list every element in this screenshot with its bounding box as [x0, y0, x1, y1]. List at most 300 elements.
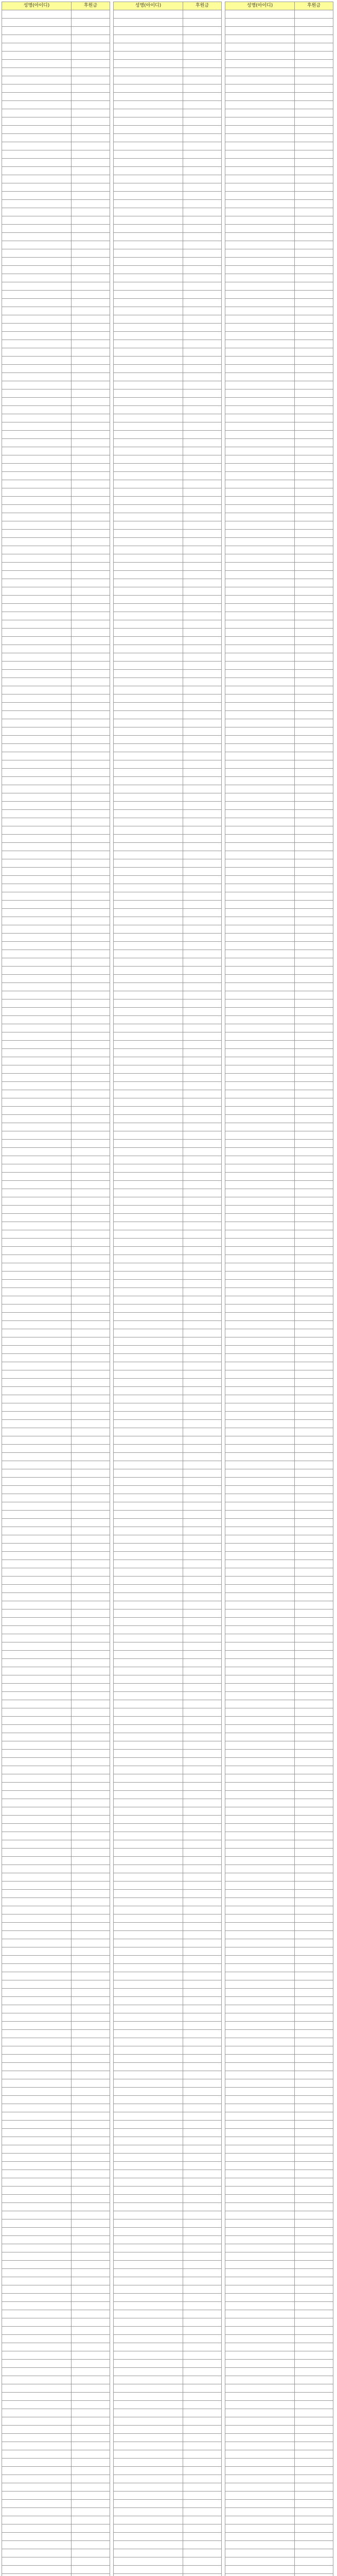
table-row — [225, 1024, 333, 1032]
table-row — [2, 150, 110, 159]
table-row — [114, 727, 222, 736]
donor-name-cell — [225, 999, 295, 1008]
table-row — [114, 1634, 222, 1642]
donor-name-cell — [114, 727, 183, 736]
donor-name-cell — [2, 1849, 72, 1857]
donation-amount-cell — [183, 1057, 222, 1065]
donation-amount-cell — [183, 1964, 222, 1972]
donation-amount-cell — [72, 785, 110, 793]
donation-amount-cell — [72, 1090, 110, 1098]
donor-name-cell — [114, 975, 183, 983]
donor-name-cell — [2, 546, 72, 554]
donor-name-cell — [2, 1107, 72, 1115]
table-row — [2, 719, 110, 727]
table-row — [2, 2170, 110, 2178]
table-row — [2, 2343, 110, 2351]
donor-name-cell — [2, 851, 72, 859]
donor-name-cell — [225, 2013, 295, 2022]
donation-amount-cell — [295, 1544, 333, 1552]
table-row — [225, 2294, 333, 2302]
table-row — [114, 835, 222, 843]
donation-amount-cell — [295, 1675, 333, 1684]
donation-amount-cell — [183, 2557, 222, 2566]
donor-name-cell — [225, 1684, 295, 1692]
donation-amount-cell — [183, 2005, 222, 2013]
donor-name-cell — [2, 2294, 72, 2302]
donor-name-cell — [225, 282, 295, 291]
donor-name-cell — [2, 2285, 72, 2294]
donor-name-cell — [2, 2467, 72, 2475]
donation-amount-cell — [183, 365, 222, 373]
table-row — [225, 1181, 333, 1189]
table-row — [114, 1947, 222, 1956]
donation-amount-cell — [72, 1568, 110, 1577]
table-row — [114, 2112, 222, 2121]
donor-name-cell — [2, 1403, 72, 1412]
table-row — [225, 1387, 333, 1395]
donation-amount-cell — [295, 2244, 333, 2252]
table-row — [114, 1527, 222, 1535]
donation-amount-cell — [72, 1403, 110, 1412]
table-row — [225, 2137, 333, 2145]
table-row — [2, 1799, 110, 1807]
donor-name-cell — [114, 1824, 183, 1832]
donor-name-cell — [114, 2088, 183, 2096]
donor-name-cell — [2, 2492, 72, 2500]
table-row — [2, 2574, 110, 2576]
donor-name-cell — [114, 999, 183, 1008]
table-row — [2, 1964, 110, 1972]
donor-name-cell — [2, 35, 72, 43]
table-row — [2, 1659, 110, 1667]
donation-amount-cell — [72, 1577, 110, 1585]
table-row — [225, 513, 333, 521]
donation-amount-cell — [295, 835, 333, 843]
donation-amount-cell — [183, 513, 222, 521]
table-row — [2, 546, 110, 554]
donation-amount-cell — [72, 340, 110, 348]
table-row — [2, 1618, 110, 1626]
donation-amount-cell — [183, 1362, 222, 1370]
donor-name-cell — [225, 1436, 295, 1445]
table-row — [2, 2426, 110, 2434]
table-row — [2, 324, 110, 332]
donor-name-cell — [114, 925, 183, 934]
donor-name-cell — [2, 521, 72, 530]
donor-name-cell — [2, 117, 72, 126]
donor-name-cell — [2, 2327, 72, 2335]
table-row — [225, 2104, 333, 2112]
donation-amount-cell — [295, 1494, 333, 1502]
donation-amount-cell — [183, 662, 222, 670]
donation-amount-cell — [72, 835, 110, 843]
donor-name-cell — [225, 2384, 295, 2393]
donation-amount-cell — [183, 1123, 222, 1131]
donor-name-cell — [2, 1799, 72, 1807]
donor-name-cell — [225, 2327, 295, 2335]
donor-name-cell — [225, 686, 295, 694]
donation-amount-cell — [183, 1675, 222, 1684]
donation-amount-cell — [72, 414, 110, 422]
donor-name-cell — [114, 2104, 183, 2112]
donor-name-cell — [225, 1354, 295, 1362]
donation-amount-cell — [183, 2121, 222, 2129]
table-row — [225, 604, 333, 612]
table-row — [225, 571, 333, 579]
donation-amount-cell — [295, 1816, 333, 1824]
table-row — [225, 1032, 333, 1041]
donation-amount-cell — [183, 2269, 222, 2277]
donation-amount-cell — [72, 653, 110, 662]
donor-name-cell — [114, 43, 183, 52]
donation-amount-cell — [183, 1618, 222, 1626]
donor-name-cell — [225, 587, 295, 596]
donation-amount-cell — [183, 1700, 222, 1708]
donor-name-cell — [225, 1708, 295, 1717]
donor-name-cell — [225, 1057, 295, 1065]
table-row — [2, 967, 110, 975]
donor-name-cell — [114, 1370, 183, 1379]
donor-name-cell — [225, 299, 295, 307]
donation-amount-cell — [72, 2302, 110, 2310]
table-row — [2, 1857, 110, 1865]
donor-name-cell — [114, 2219, 183, 2228]
table-row — [225, 2145, 333, 2154]
table-row — [225, 950, 333, 958]
table-row — [2, 1873, 110, 1882]
table-row — [225, 521, 333, 530]
donor-name-cell — [2, 1321, 72, 1329]
donation-amount-cell — [295, 1387, 333, 1395]
table-row — [225, 612, 333, 620]
donation-amount-cell — [295, 200, 333, 208]
donor-name-cell — [114, 859, 183, 868]
donor-name-cell — [2, 2211, 72, 2219]
table-row — [2, 422, 110, 431]
table-row — [2, 843, 110, 851]
table-row — [225, 1568, 333, 1577]
donor-name-cell — [114, 1799, 183, 1807]
donor-name-cell — [114, 258, 183, 266]
donor-name-cell — [2, 1131, 72, 1140]
donation-amount-cell — [72, 1313, 110, 1321]
donor-name-cell — [114, 497, 183, 505]
donation-amount-cell — [295, 1181, 333, 1189]
donation-amount-cell — [295, 2170, 333, 2178]
donation-amount-cell — [183, 1890, 222, 1898]
table-row — [225, 505, 333, 513]
donation-amount-cell — [183, 1461, 222, 1469]
donor-name-cell — [2, 142, 72, 150]
donor-name-cell — [114, 1544, 183, 1552]
donor-name-cell — [114, 917, 183, 925]
table-row — [225, 2368, 333, 2376]
donor-name-cell — [2, 2574, 72, 2576]
donation-amount-cell — [183, 1502, 222, 1511]
donor-name-cell — [114, 793, 183, 802]
donation-amount-cell — [295, 1082, 333, 1090]
table-row — [225, 868, 333, 876]
donation-amount-cell — [72, 530, 110, 538]
table-row — [2, 35, 110, 43]
donation-amount-cell — [183, 1049, 222, 1057]
donation-amount-cell — [295, 52, 333, 60]
table-row — [114, 2368, 222, 2376]
donor-name-cell — [114, 670, 183, 678]
donor-name-cell — [2, 810, 72, 818]
donation-amount-cell — [72, 208, 110, 216]
table-row — [2, 1692, 110, 1700]
donor-name-cell — [225, 1082, 295, 1090]
donor-name-cell — [114, 802, 183, 810]
donation-amount-cell — [183, 167, 222, 175]
table-row — [2, 1824, 110, 1832]
donation-amount-cell — [183, 769, 222, 777]
donor-name-cell — [225, 1568, 295, 1577]
donation-amount-cell — [295, 2211, 333, 2219]
donor-name-cell — [225, 348, 295, 357]
donor-name-cell — [114, 1502, 183, 1511]
donation-amount-cell — [72, 1008, 110, 1016]
donor-name-cell — [225, 455, 295, 464]
donor-name-cell — [114, 1511, 183, 1519]
donor-name-cell — [114, 1865, 183, 1873]
table-row — [225, 645, 333, 653]
table-row — [225, 109, 333, 117]
table-row — [114, 2096, 222, 2104]
donation-amount-cell — [72, 2549, 110, 2557]
donor-name-cell — [114, 538, 183, 546]
table-row — [225, 1140, 333, 1148]
table-row — [114, 2442, 222, 2450]
donor-name-cell — [2, 1956, 72, 1964]
donor-name-cell — [2, 2252, 72, 2261]
donation-amount-cell — [72, 1173, 110, 1181]
table-row — [225, 274, 333, 282]
donation-amount-cell — [295, 2269, 333, 2277]
table-row — [2, 2277, 110, 2285]
donor-name-cell — [2, 60, 72, 68]
table-row — [2, 10, 110, 19]
table-row — [2, 398, 110, 406]
table-row — [2, 414, 110, 422]
donor-name-cell — [114, 1914, 183, 1923]
donor-name-cell — [114, 1379, 183, 1387]
donor-name-cell — [225, 1741, 295, 1750]
table-row — [114, 2252, 222, 2261]
donor-name-cell — [225, 958, 295, 967]
table-row — [225, 909, 333, 917]
table-row — [2, 233, 110, 241]
donor-name-cell — [114, 1082, 183, 1090]
table-row — [114, 2170, 222, 2178]
donor-name-cell — [225, 431, 295, 439]
donor-name-cell — [114, 2302, 183, 2310]
table-row — [2, 1263, 110, 1272]
table-row — [114, 52, 222, 60]
donation-amount-cell — [72, 1601, 110, 1609]
donation-amount-cell — [72, 637, 110, 645]
donation-amount-cell — [295, 1890, 333, 1898]
table-row — [225, 975, 333, 983]
table-row — [2, 760, 110, 769]
table-row — [2, 1923, 110, 1931]
donation-amount-cell — [72, 2137, 110, 2145]
donor-name-cell — [2, 736, 72, 744]
donation-amount-cell — [72, 1436, 110, 1445]
donation-amount-cell — [72, 1956, 110, 1964]
table-row — [114, 1486, 222, 1494]
table-row — [114, 752, 222, 760]
donor-name-cell — [2, 686, 72, 694]
donation-amount-cell — [72, 422, 110, 431]
donation-amount-cell — [183, 2170, 222, 2178]
table-row — [225, 414, 333, 422]
table-row — [114, 1214, 222, 1222]
donation-amount-cell — [295, 1898, 333, 1906]
table-row — [225, 398, 333, 406]
table-row — [2, 571, 110, 579]
donation-amount-cell — [72, 2475, 110, 2483]
table-row — [2, 1972, 110, 1980]
table-row — [114, 538, 222, 546]
donation-amount-cell — [183, 678, 222, 686]
donation-amount-cell — [72, 2219, 110, 2228]
table-row — [2, 2401, 110, 2409]
table-row — [225, 1131, 333, 1140]
donation-amount-cell — [295, 282, 333, 291]
donor-name-cell — [2, 101, 72, 109]
donor-name-cell — [2, 2524, 72, 2533]
table-row — [225, 983, 333, 991]
donation-amount-cell — [183, 422, 222, 431]
table-row — [225, 2492, 333, 2500]
donor-name-cell — [225, 76, 295, 84]
donation-amount-cell — [295, 909, 333, 917]
table-row — [2, 596, 110, 604]
donor-name-cell — [225, 571, 295, 579]
donation-amount-cell — [295, 934, 333, 942]
donor-name-cell — [2, 1519, 72, 1527]
donation-amount-cell — [72, 373, 110, 381]
donor-name-cell — [225, 554, 295, 563]
donor-name-cell — [114, 1478, 183, 1486]
table-row — [114, 2343, 222, 2351]
table-row — [225, 2335, 333, 2343]
donation-amount-cell — [183, 2285, 222, 2294]
donation-amount-cell — [295, 216, 333, 225]
table-row — [225, 1321, 333, 1329]
table-row — [225, 563, 333, 571]
donation-amount-cell — [72, 1923, 110, 1931]
donor-name-cell — [225, 2492, 295, 2500]
donation-amount-cell — [295, 1750, 333, 1758]
donation-amount-cell — [295, 2360, 333, 2368]
table-row — [2, 480, 110, 488]
table-row — [225, 678, 333, 686]
table-row — [225, 1684, 333, 1692]
donation-amount-cell — [72, 1329, 110, 1337]
donation-amount-cell — [72, 1379, 110, 1387]
donor-name-cell — [114, 2566, 183, 2574]
donor-name-cell — [225, 2401, 295, 2409]
table-row — [2, 2459, 110, 2467]
donation-amount-cell — [295, 1074, 333, 1082]
table-row — [2, 291, 110, 299]
donation-amount-cell — [183, 2038, 222, 2046]
donation-amount-cell — [72, 744, 110, 752]
table-row — [2, 68, 110, 76]
donation-amount-cell — [72, 1387, 110, 1395]
donor-name-cell — [225, 1263, 295, 1272]
donation-amount-cell — [183, 967, 222, 975]
donor-name-cell — [114, 398, 183, 406]
table-row — [2, 497, 110, 505]
table-row — [2, 530, 110, 538]
donor-name-cell — [225, 332, 295, 340]
table-row — [225, 901, 333, 909]
donor-name-cell — [225, 1914, 295, 1923]
donor-name-cell — [2, 266, 72, 274]
donation-amount-cell — [183, 1313, 222, 1321]
table-row — [114, 258, 222, 266]
donation-amount-cell — [295, 1288, 333, 1296]
table-row — [225, 711, 333, 719]
donation-amount-cell — [72, 2121, 110, 2129]
table-row — [114, 1041, 222, 1049]
donation-amount-cell — [295, 1098, 333, 1107]
donor-name-cell — [114, 1717, 183, 1725]
donation-amount-cell — [183, 2154, 222, 2162]
donation-amount-cell — [72, 1304, 110, 1313]
donation-amount-cell — [183, 802, 222, 810]
donation-amount-cell — [183, 785, 222, 793]
donor-name-cell — [114, 2401, 183, 2409]
donation-amount-cell — [183, 2335, 222, 2343]
table-row — [2, 1387, 110, 1395]
donation-amount-cell — [183, 159, 222, 167]
donor-name-cell — [225, 1115, 295, 1123]
donor-name-cell — [114, 455, 183, 464]
donor-name-cell — [2, 200, 72, 208]
table-row — [225, 1692, 333, 1700]
table-row — [114, 563, 222, 571]
table-row — [114, 2450, 222, 2459]
donation-amount-cell — [295, 1428, 333, 1436]
table-row — [225, 1832, 333, 1840]
donation-amount-cell — [72, 1140, 110, 1148]
donor-name-cell — [2, 859, 72, 868]
donor-name-cell — [225, 711, 295, 719]
donor-name-cell — [2, 1346, 72, 1354]
donor-name-cell — [225, 662, 295, 670]
donor-name-cell — [225, 414, 295, 422]
table-row — [2, 307, 110, 315]
table-row — [225, 1156, 333, 1164]
table-row — [114, 604, 222, 612]
table-row — [225, 1560, 333, 1568]
table-row — [114, 2516, 222, 2524]
donor-name-cell — [114, 1173, 183, 1181]
donation-amount-cell — [72, 1082, 110, 1090]
donation-amount-cell — [295, 439, 333, 447]
table-row — [225, 365, 333, 373]
donation-amount-cell — [183, 703, 222, 711]
donor-name-cell — [225, 241, 295, 249]
donor-name-cell — [2, 159, 72, 167]
donation-amount-cell — [72, 1741, 110, 1750]
donor-name-cell — [225, 2318, 295, 2327]
